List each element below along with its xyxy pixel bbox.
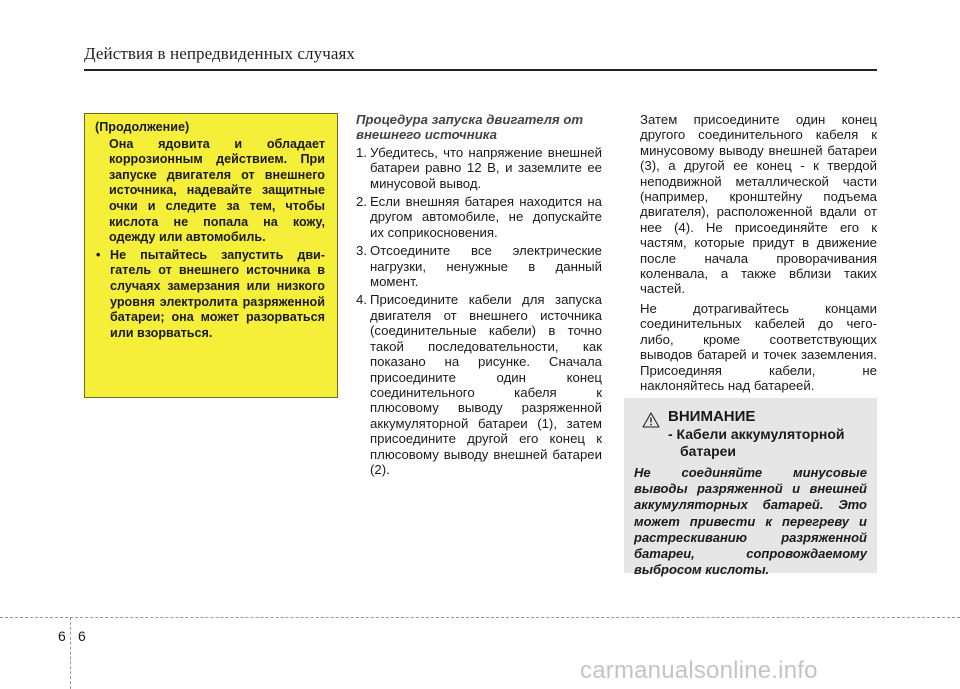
step-text: Присоедините кабели для запуска двигателя от внешнего источника (соединительные кабели) в точно такой последовательности, как показано на рисунке. Сначала присоедините один конец соединительного кабеля к плюсовому выводу разряженной аккумуляторной батареи (1), затем присоедините другой его конец к плюсовому выводу внешней батареи (2). bbox=[370, 292, 602, 477]
header-divider bbox=[84, 69, 877, 71]
procedure-step bbox=[356, 292, 602, 477]
step-text: Убедитесь, что напряжение внешней батареи равно 12 В, и заземлите ее минусовой вывод. bbox=[370, 144, 602, 191]
warning-title: ВНИМАНИЕ bbox=[668, 408, 756, 425]
caution-bullet bbox=[95, 248, 325, 342]
footer-divider bbox=[0, 617, 960, 618]
caution-paragraph: Она ядовита и обладает коррозионным действием. При запуске двигателя от внешнего источника, надевайте защитные очки и следите за тем, чтобы кислота не попала на кожу, одежду или автомобиль. bbox=[109, 136, 325, 245]
procedure-step bbox=[356, 194, 602, 240]
continuation-paragraph-1: Затем присоедините один конец другого соединительного кабеля к минусовому выводу внешней батареи (3), а другой ее конец - к твердой неподвижной металлической части (например, кронштейну подъема двигателя), расположенной вдали от нее (4). Не присоединяйте его к частям, которые придут в движение после начала проворачивания коленвала, а также вблизи таких частей. bbox=[640, 112, 877, 297]
procedure-step bbox=[356, 243, 602, 289]
procedure-step bbox=[356, 145, 602, 191]
warning-header bbox=[634, 408, 867, 460]
step-number: 2. bbox=[356, 194, 367, 210]
procedure-column bbox=[356, 112, 602, 480]
footer-vertical-divider bbox=[70, 617, 71, 689]
step-text: Если внешняя батарея находится на другом автомобиле, не допускайте их соприкосновения. bbox=[370, 194, 602, 240]
procedure-heading: Процедура запуска двигателя от внешнего источника bbox=[356, 112, 584, 143]
watermark-text: carmanualsonline.info bbox=[580, 657, 818, 684]
page-section-number: 6 bbox=[58, 628, 66, 644]
step-number: 4. bbox=[356, 292, 367, 308]
continuation-column bbox=[640, 112, 877, 397]
caution-box bbox=[84, 113, 338, 398]
bullet-marker: • bbox=[96, 247, 101, 262]
warning-box bbox=[624, 398, 877, 578]
caution-continued-heading: (Продолжение) bbox=[95, 120, 190, 134]
step-number: 1. bbox=[356, 144, 367, 160]
page-number: 6 bbox=[78, 628, 86, 644]
procedure-steps bbox=[356, 145, 602, 478]
warning-subtitle: - Кабели аккумуляторной bbox=[668, 426, 845, 442]
caution-bullet-text: Не пытайтесь запустить дви-гатель от внешнего источника в случаях замерзания или низкого уровня электролита разряженной батареи; она может разорваться или взорваться. bbox=[110, 247, 325, 340]
warning-titles bbox=[668, 408, 867, 460]
continuation-paragraph-2: Не дотрагивайтесь концами соединительных кабелей до чего-либо, кроме соответствующих выводов батарей и точек заземления. Присоединяя кабели, не наклоняйтесь над батареей. bbox=[640, 300, 877, 393]
warning-subtitle-continued: батареи bbox=[680, 443, 737, 459]
warning-body: Не соединяйте минусовые выводы разряженной и внешней аккумуляторных батарей. Это может привести к перегреву и растрескиванию разряженной батареи, сопровождаемому выбросом кислоты. bbox=[634, 465, 867, 578]
page-header-title: Действия в непредвиденных случаях bbox=[84, 44, 356, 63]
warning-triangle-icon bbox=[642, 412, 660, 428]
step-number: 3. bbox=[356, 243, 367, 259]
step-text: Отсоедините все электрические нагрузки, ненужные в данный момент. bbox=[370, 243, 602, 290]
